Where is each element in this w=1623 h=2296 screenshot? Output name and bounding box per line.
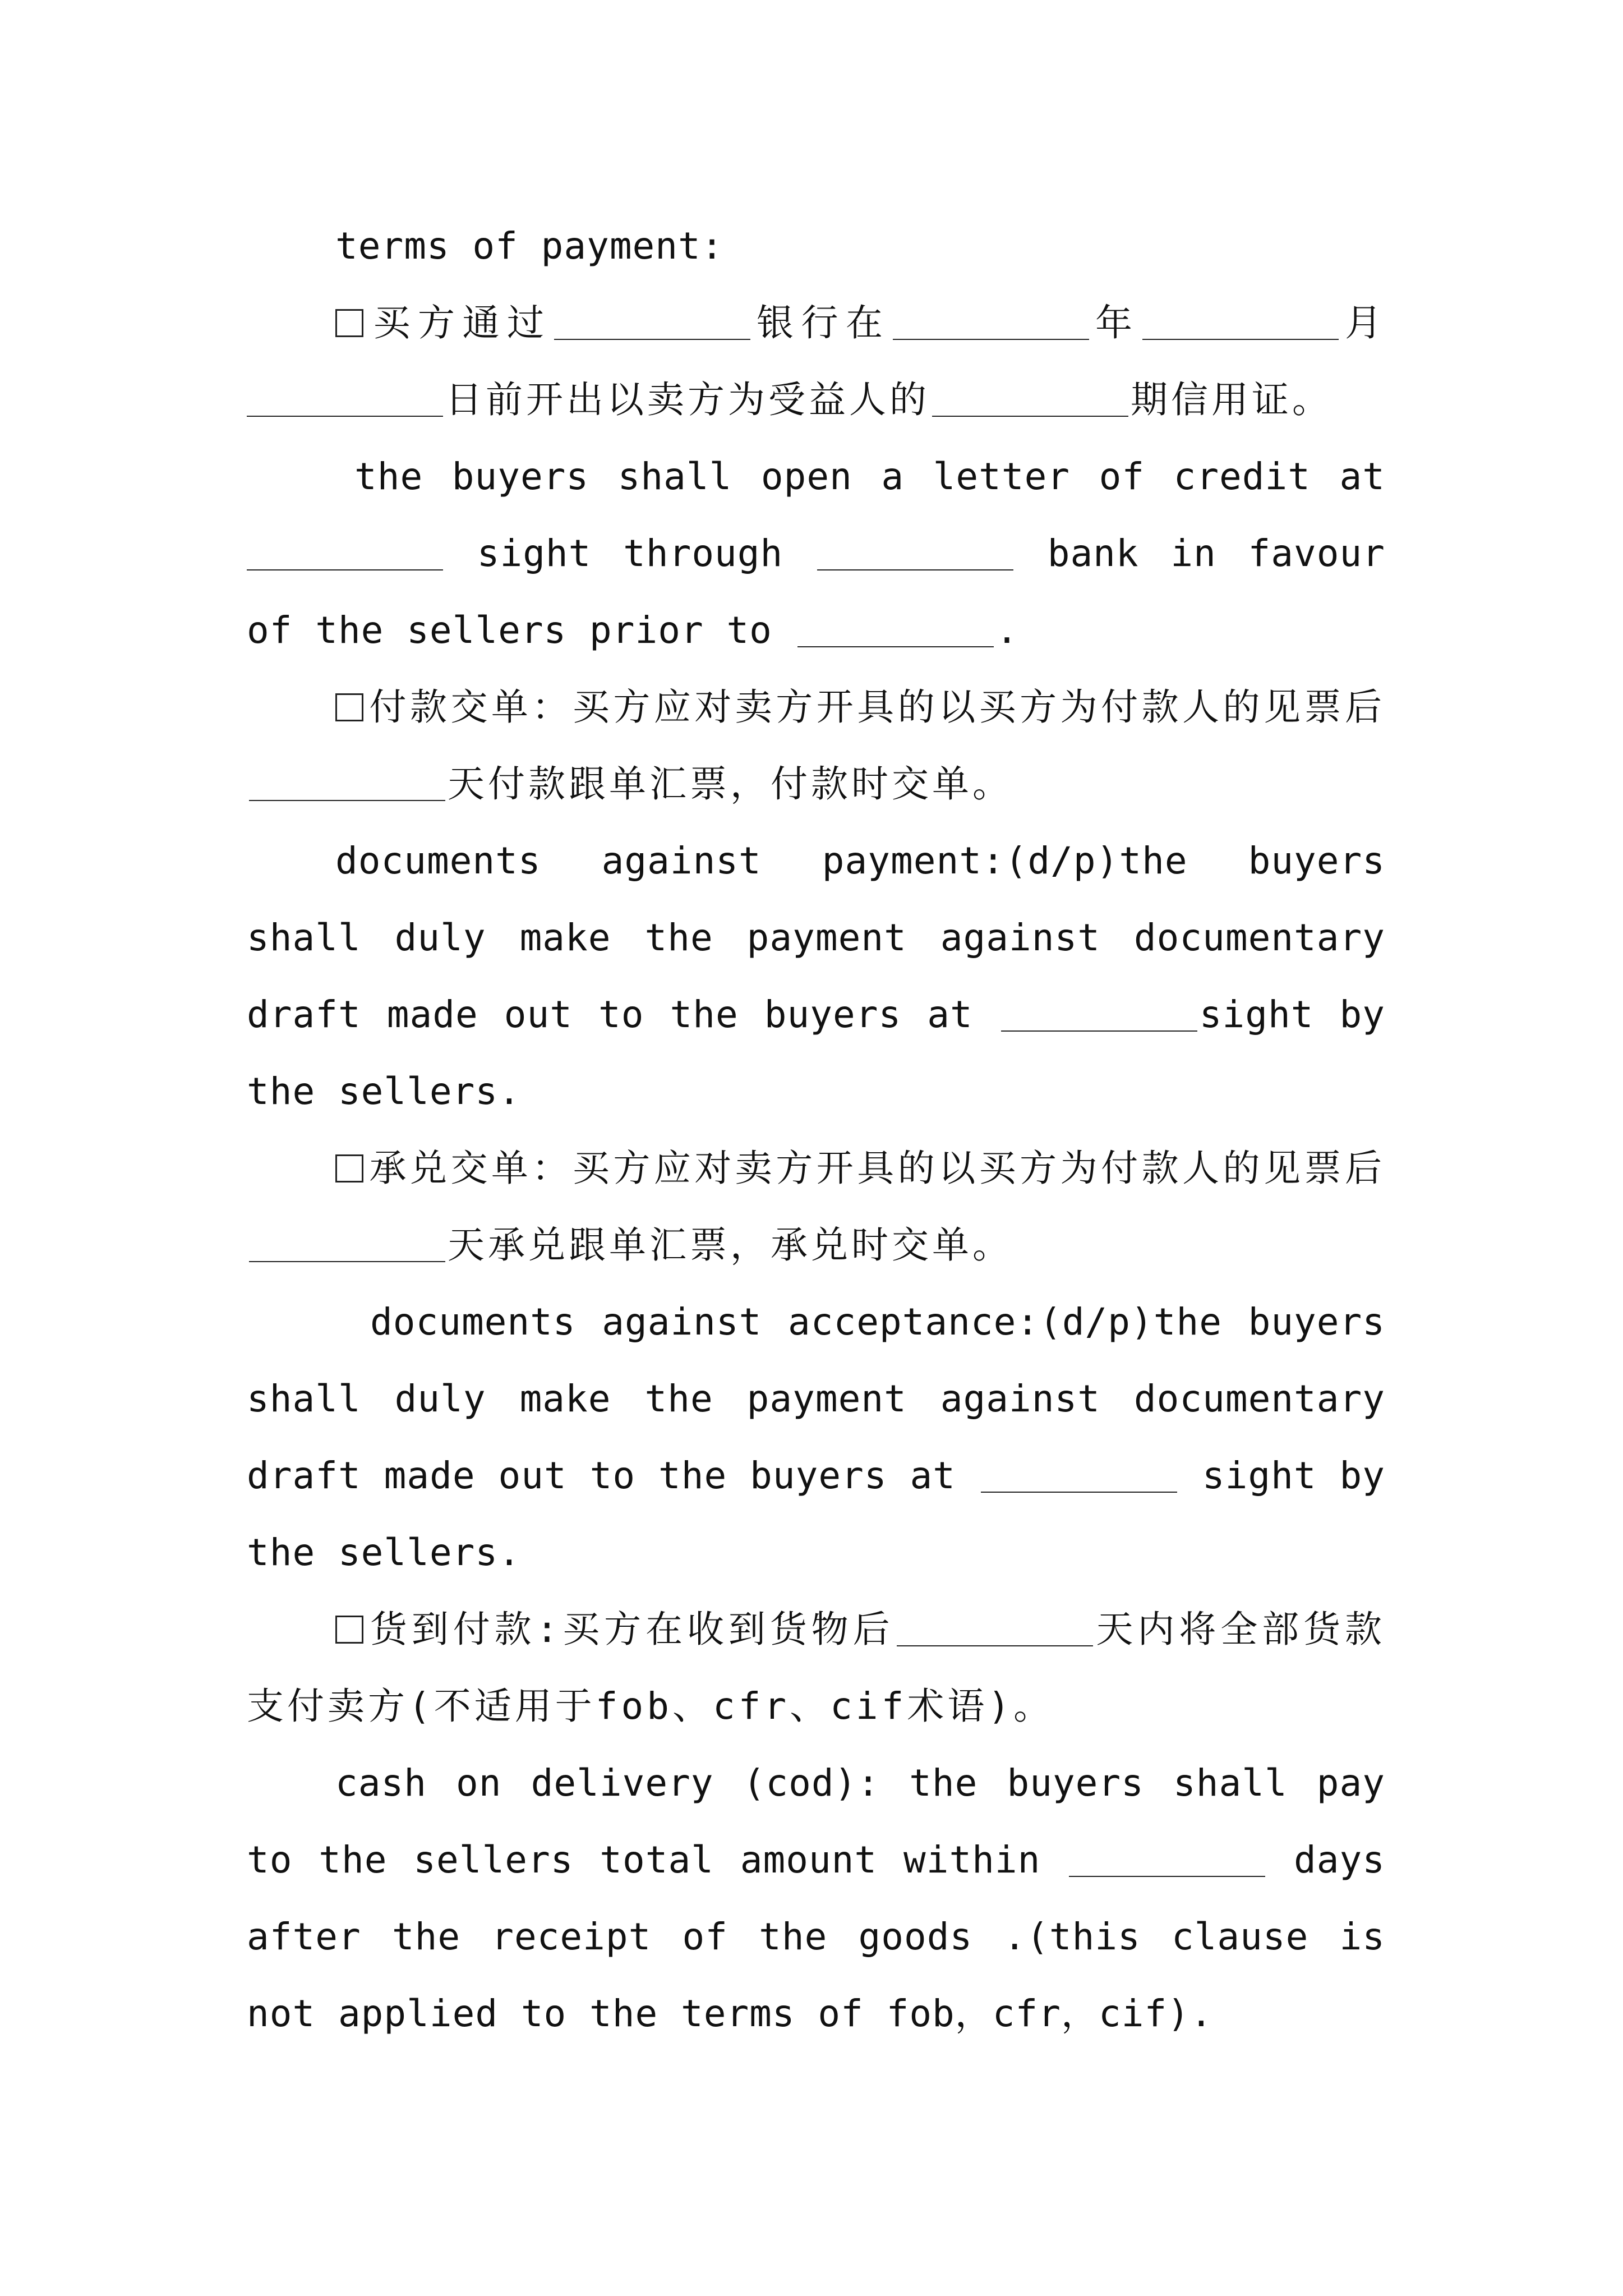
da-en-sight-blank[interactable] bbox=[981, 1455, 1177, 1493]
da-cn-text-1: 承兑交单：买方应对卖方开具的以买方为付款人的见票后 bbox=[369, 1147, 1385, 1190]
lc-en-text-3: bank in favour of the sellers prior to bbox=[247, 532, 1385, 652]
lc-bank-blank[interactable] bbox=[554, 302, 750, 340]
dp-en-text-2: sight by the sellers. bbox=[247, 993, 1385, 1113]
lc-en-text-2: sight through bbox=[477, 532, 783, 575]
cod-clause-cn bbox=[247, 1591, 1385, 1745]
lc-cn-text-6: 期信用证。 bbox=[1131, 378, 1332, 421]
dp-days-blank[interactable] bbox=[249, 763, 445, 801]
dp-en-sight-blank[interactable] bbox=[1001, 993, 1197, 1032]
document-body bbox=[247, 208, 1385, 2052]
dp-cn-text-1: 付款交单：买方应对卖方开具的以买方为付款人的见票后 bbox=[369, 685, 1385, 729]
cod-clause-en bbox=[247, 1745, 1385, 2052]
lc-day-blank[interactable] bbox=[247, 379, 443, 417]
terms-of-payment-heading bbox=[247, 208, 1385, 284]
lc-cn-text-4: 月 bbox=[1340, 301, 1385, 344]
dp-en-text-1: documents against payment:(d/p)the buyers shall duly make the payment against documentary draft made out to the buyers at bbox=[247, 839, 1385, 1036]
lc-cn-text-3: 年 bbox=[1091, 301, 1140, 344]
da-cn-text-2: 天承兑跟单汇票，承兑时交单。 bbox=[448, 1223, 1013, 1267]
lc-cn-text-5: 日前开出以卖方为受益人的 bbox=[445, 378, 930, 421]
lc-en-sight-blank[interactable] bbox=[247, 532, 443, 570]
cod-cn-text-1: 货到付款:买方在收到货物后 bbox=[369, 1608, 895, 1651]
lc-month-blank[interactable] bbox=[1142, 302, 1339, 340]
lc-cn-text-1: 买方通过 bbox=[369, 301, 552, 344]
cod-days-blank[interactable] bbox=[897, 1608, 1093, 1646]
da-days-blank[interactable] bbox=[249, 1224, 445, 1262]
da-clause-cn bbox=[247, 1130, 1385, 1283]
lc-year-blank[interactable] bbox=[893, 302, 1089, 340]
cod-checkbox[interactable] bbox=[335, 1616, 363, 1644]
da-en-text-1: documents against acceptance:(d/p)the buyers shall duly make the payment against documentary draft made out to the buyers at bbox=[247, 1300, 1385, 1497]
lc-en-text-1: the buyers shall open a letter of credit at bbox=[354, 455, 1385, 498]
da-en-text-2: sight by the sellers. bbox=[247, 1454, 1385, 1574]
da-clause-en bbox=[247, 1283, 1385, 1591]
dp-cn-text-2: 天付款跟单汇票，付款时交单。 bbox=[448, 762, 1013, 806]
dp-checkbox[interactable] bbox=[335, 693, 363, 721]
lc-en-date-blank[interactable] bbox=[797, 609, 994, 647]
lc-clause-en bbox=[247, 438, 1385, 669]
lc-cn-text-2: 银行在 bbox=[752, 301, 891, 344]
cod-cn-text-2: 天内将全部货款支付卖方(不适用于fob、cfr、cif术语)。 bbox=[247, 1608, 1385, 1728]
lc-checkbox[interactable] bbox=[335, 309, 363, 337]
heading-text: terms of payment: bbox=[335, 224, 724, 268]
lc-clause-cn bbox=[247, 284, 1385, 438]
dp-clause-en bbox=[247, 822, 1385, 1130]
lc-en-text-4: . bbox=[995, 609, 1019, 652]
cod-en-days-blank[interactable] bbox=[1069, 1839, 1265, 1877]
dp-clause-cn bbox=[247, 669, 1385, 822]
da-checkbox[interactable] bbox=[335, 1154, 363, 1182]
lc-period-blank[interactable] bbox=[932, 379, 1128, 417]
cod-en-text-2: days after the receipt of the goods .(this clause is not applied to the terms of fob，cfr，cif). bbox=[247, 1838, 1385, 2035]
cod-en-text-1: cash on delivery (cod): the buyers shall pay to the sellers total amount within bbox=[247, 1761, 1385, 1881]
lc-en-bank-blank[interactable] bbox=[817, 532, 1013, 570]
